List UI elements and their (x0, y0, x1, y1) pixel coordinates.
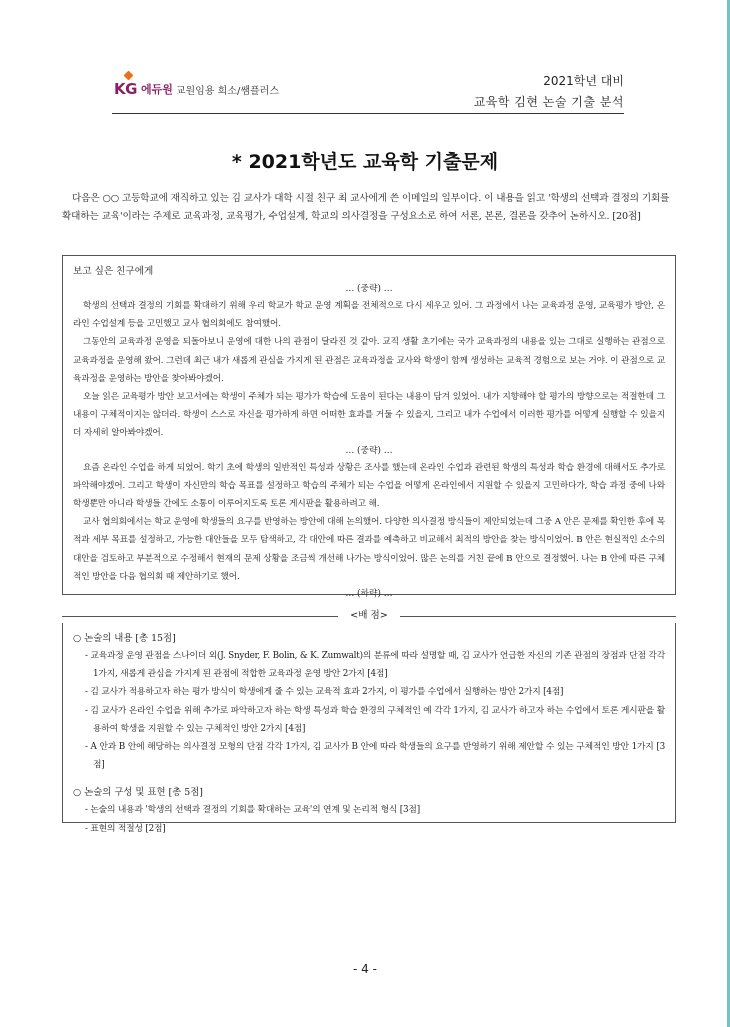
rubric-section-title: ○ 논술의 구성 및 표현 [총 5점] (73, 787, 203, 799)
letter-box (62, 255, 676, 600)
omission-mark: … (중략) … (345, 445, 393, 456)
letter-paragraph: 학생의 선택과 결정의 기회를 확대하기 위해 우리 학교가 학교 운영 계획을 전체적으로 다시 세우고 있어. 그 과정에서 나는 교육과정 운영, 교육평가 방안, 온라인 수업설계 등을 고민했고 교사 협의회에도 참여했어. (73, 301, 665, 330)
logo-sub-text: 교원임용 희소/쌤플러스 (175, 85, 279, 97)
question-intro: 다음은 ○○ 고등학교에 재직하고 있는 김 교사가 대학 시절 친구 최 교사에게 쓴 이메일의 일부이다. 이 내용을 읽고 '학생의 선택과 결정의 기회를 확대하는 교육'이라는 주제로 교육과정, 교육평가, 수업설계, 학교의 의사결정을 구성요소로 하여 서론, 본론, 결론을 갖추어 논하시오. [20점] (62, 193, 670, 222)
letter-paragraph: 요즘 온라인 수업을 하게 되었어. 학기 초에 학생의 일반적인 특성과 상황은 조사를 했는데 온라인 수업과 관련된 학생의 특성과 학습 환경에 대해서도 추가로 파악해야겠어. 그리고 학생이 자신만의 학습 목표를 설정하고 학습의 주체가 되는 수업을 어떻게 온라인에서 지원할 수 있을지 고민하다가, 학습 과정 중에 나와 학생뿐만 아니라 학생들 간에도 소통이 이루어지도록 토론 게시판을 활용하려고 해. (73, 462, 665, 510)
rubric-box (62, 623, 676, 834)
rubric-item: - 김 교사가 온라인 수업을 위해 추가로 파악하고자 하는 학생 특성과 학습 환경의 구체적인 예 각각 1가지, 김 교사가 하고자 하는 수업에서 토론 게시판을 활용하여 학생을 지원할 수 있는 구체적인 방안 2가지 [4점] (85, 705, 665, 734)
logo-kg-text: KG (114, 80, 137, 98)
rubric-item: - 교육과정 운영 관점을 스나이더 외(J. Snyder, F. Bolin, & K. Zumwalt)의 분류에 따라 설명할 때, 김 교사가 언급한 자신의 기존 관점의 장점과 단점 각각 1가지, 새롭게 관심을 가지게 된 관점에 적합한 교육과정 운영 방안 2가지 [4점] (85, 651, 665, 680)
page-number: - 4 - (353, 962, 377, 976)
letter-greeting: 보고 싶은 친구에게 (73, 266, 154, 277)
header-year: 2021학년 대비 (543, 74, 624, 88)
letter-paragraph: 오늘 읽은 교육평가 방안 보고서에는 학생이 주체가 되는 평가가 학습에 도움이 된다는 내용이 담겨 있었어. 내가 지향해야 할 평가의 방향으로는 적절한데 그 내용이 구체적이지는 않더라. 학생이 스스로 자신을 평가하게 하면 어떠한 효과를 거둘 수 있을지, 그리고 내가 수업에서 이러한 평가를 어떻게 실행할 수 있을지 더 자세히 알아봐야겠어. (73, 392, 665, 439)
omission-mark: … (중략) … (345, 284, 393, 294)
omission-mark: … (하략) … (345, 589, 393, 600)
rubric-item: - 김 교사가 적용하고자 하는 평가 방식이 학생에게 줄 수 있는 교육적 효과 2가지, 이 평가를 수업에서 실행하는 방안 2가지 [4점] (85, 687, 564, 698)
letter-paragraph: 교사 협의회에서는 학교 운영에 학생들의 요구를 반영하는 방안에 대해 논의했어. 다양한 의사결정 방식들이 제안되었는데 그중 A 안은 문제를 확인한 후에 목적과 세부 목표를 설정하고, 가능한 대안들을 모두 탐색하고, 각 대안에 따른 결과를 예측하고 비교해서 최적의 방안을 찾는 방식이었어. B 안은 현실적인 소수의 대안을 검토하고 부분적으로 수정해서 현재의 문제 상황을 조금씩 개선해 나가는 방식이었어. 많은 논의를 거친 끝에 B 안으로 결정했어. 나는 B 안에 따른 구체적인 방안을 다음 협의회 때 제안하기로 했어. (73, 517, 665, 582)
rubric-item: - 논술의 내용과 '학생의 선택과 결정의 기회를 확대하는 교육'의 연계 및 논리적 형식 [3점] (85, 805, 420, 816)
letter-paragraph: 그동안의 교육과정 운영을 되돌아보니 운영에 대한 나의 관점이 달라진 것 같아. 교직 생활 초기에는 국가 교육과정의 내용을 있는 그대로 실행하는 관점으로 교육과정을 운영해 왔어. 그런데 최근 내가 새롭게 관심을 가지게 된 관점은 교육과정을 교사와 학생이 함께 생성하는 교육적 경험으로 보는 거야. 이 관점으로 교육과정을 운영하는 방안을 찾아봐야겠어. (73, 337, 665, 384)
rubric-item: - A 안과 B 안에 해당하는 의사결정 모형의 단점 각각 1가지, 김 교사가 B 안에 따라 학생들의 요구를 반영하기 위해 제안할 수 있는 구체적인 방안 1가지 [3점] (85, 742, 665, 771)
header-rule (112, 113, 624, 114)
rubric-label: <배 점> (347, 610, 391, 621)
rubric-section-title: ○ 논술의 내용 [총 15점] (73, 633, 176, 644)
header-subject: 교육학 김현 논술 기출 분석 (473, 95, 624, 109)
publisher-logo (114, 78, 279, 100)
logo-mark-icon (124, 71, 134, 81)
rubric-item: - 표현의 적절성 [2점] (85, 823, 166, 834)
page-title: * 2021학년도 교육학 기출문제 (231, 151, 499, 173)
rubric-label-row (62, 609, 676, 623)
logo-brand-text: 에듀원 (140, 83, 173, 96)
